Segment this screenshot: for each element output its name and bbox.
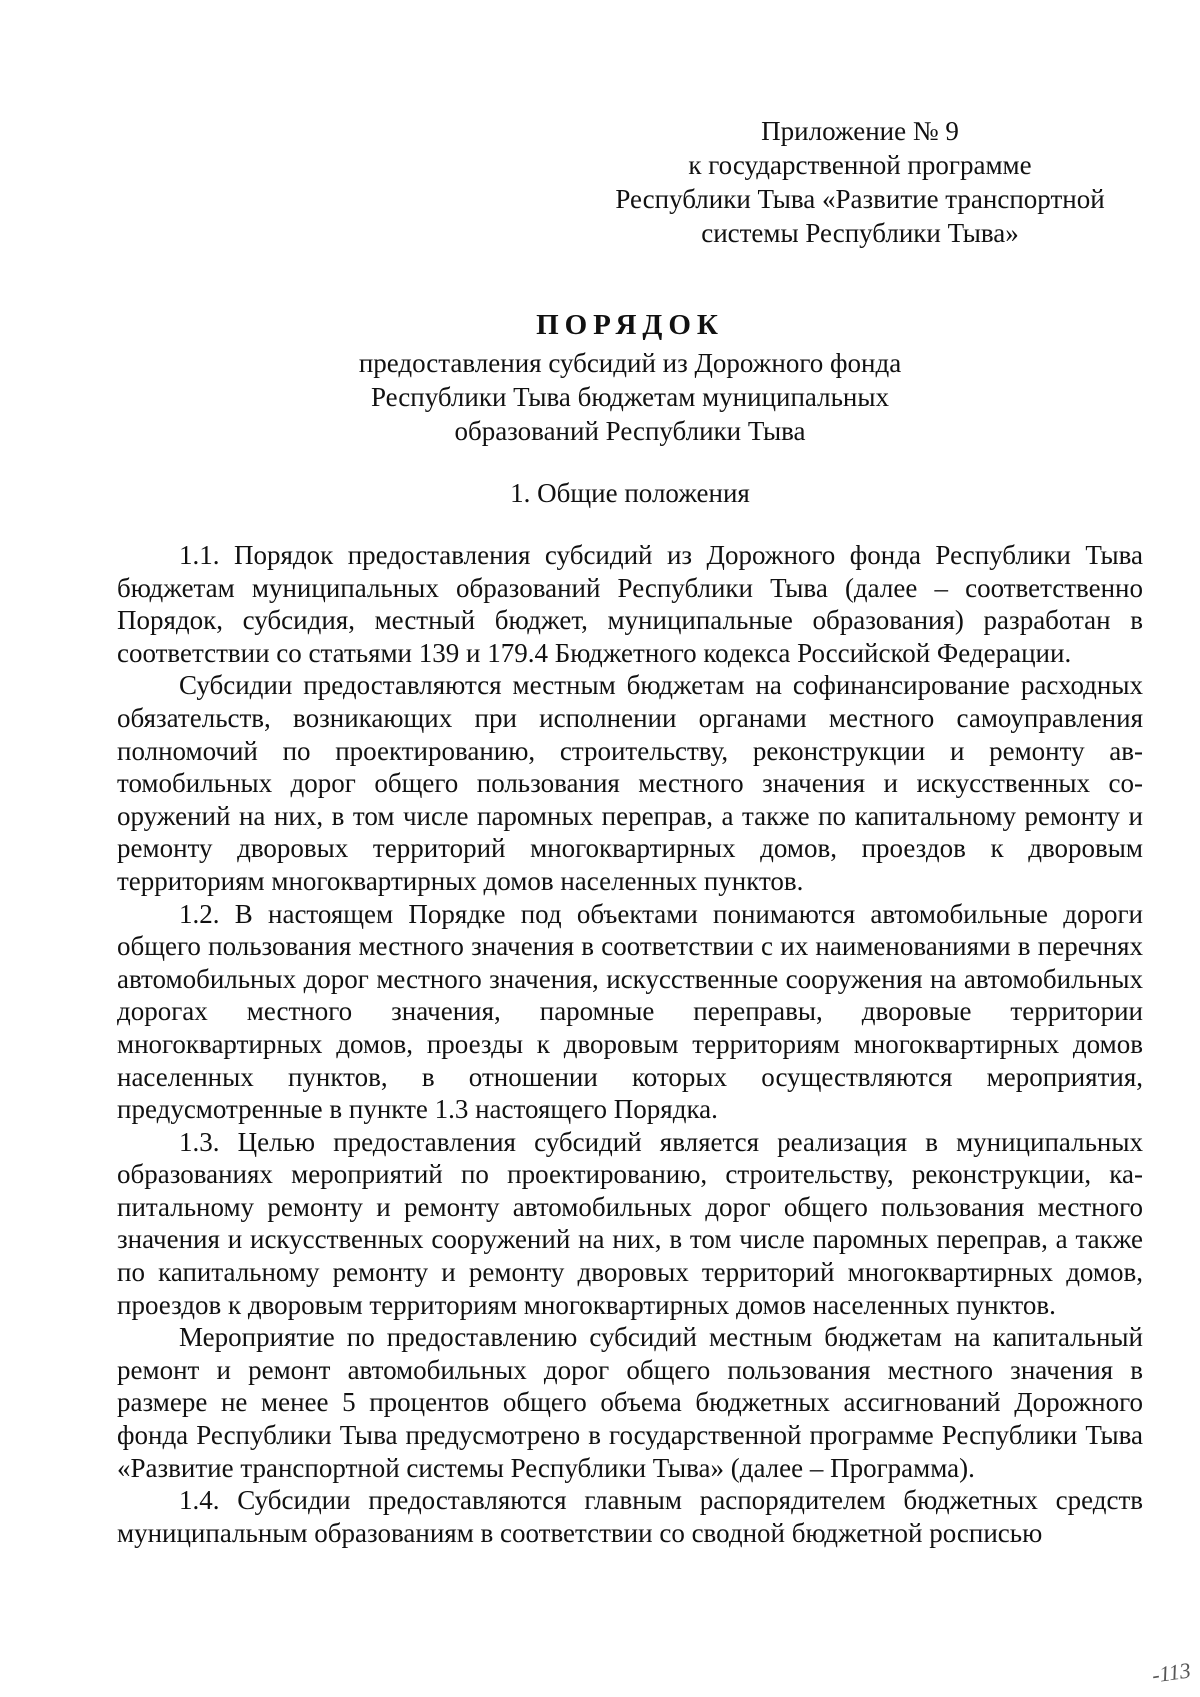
document-title: ПОРЯДОК [536,309,724,341]
appendix-line: Приложение № 9 [761,116,959,146]
appendix-header [560,114,1160,250]
paragraph-1-4: 1.4. Субсидии предоставляются главным распорядителем бюджетных средств муниципальным образованиям в соответствии со сводной бюджетной росписью [117,1485,1143,1548]
subtitle-line: Республики Тыва бюджетам муниципальных [370,382,890,412]
subtitle-line: предоставления субсидий из Дорожного фонда [358,348,902,378]
appendix-line: к государственной программе [688,150,1032,180]
appendix-line: системы Республики Тыва» [701,218,1019,248]
paragraph-1-2: 1.2. В настоящем Порядке под объектами понимаются автомобильные дороги общего пользования местного значения в соответствии с их наименованиями в перечнях автомобильных дорог местного значения, искусственные сооружения на автомобильных дорогах местного значения, паромные переправы, дворовые территории многоквартирных домов, проезды к дворовым территориям многоквартирных домов населенных пунктов, в отношении которых осуществляются мероприятия, предусмотренные в пункте 1.3 настоящего Порядка. [117,898,1143,1125]
section-title: 1. Общие положения [510,478,750,508]
subtitle-line: образований Республики Тыва [454,416,806,446]
body-text [117,539,1143,1549]
paragraph-1-1: 1.1. Порядок предоставления субсидий из Дорожного фонда Республики Тыва бюджетам муниципальных образований Республики Тыва (далее – соответственно Порядок, субсидия, местный бюджет, муниципальные образования) разработан в соответствии со статьями 139 и 179.4 Бюджетного кодекса Российской Федерации. [117,540,1143,668]
appendix-line: Республики Тыва «Развитие транспортной [615,184,1105,214]
page-number: -113 [1150,1657,1193,1688]
document-subtitle [200,346,1060,448]
paragraph-measure: Мероприятие по предоставлению субсидий местным бюджетам на капитальный ремонт и ремонт автомобильных дорог общего пользования местного значения в размере не менее 5 процентов общего объема бюджетных ассигнований Дорожного фонда Республики Тыва предусмотрено в государственной программе Республики Тыва «Развитие транспортной системы Республики Тыва» (далее – Программа). [117,1322,1143,1483]
paragraph-1-3: 1.3. Целью предоставления субсидий является реализация в муниципальных образованиях мероприятий по проектированию, строительству, реконструкции, капитальному ремонту и ремонту автомобильных дорог общего пользования местного значения и искусственных сооружений на них, в том числе паромных переправ, а также по капитальному ремонту и ремонту дворовых территорий многоквартирных домов, проездов к дворовым территориям многоквартирных домов населенных пунктов. [117,1126,1143,1320]
title-block [200,308,1060,448]
paragraph-subsidies: Субсидии предоставляются местным бюджетам на софинансирование расходных обязательств, возникающих при исполнении органами местного самоуправления полномочий по проектированию, строительству, реконструкции и ремонту автомобильных дорог общего пользования местного значения и искусственных сооружений на них, в том числе паромных переправ, а также по капитальному ремонту и ремонту дворовых территорий многоквартирных домов, проездов к дворовым территориям многоквартирных домов населенных пунктов. [117,670,1143,896]
